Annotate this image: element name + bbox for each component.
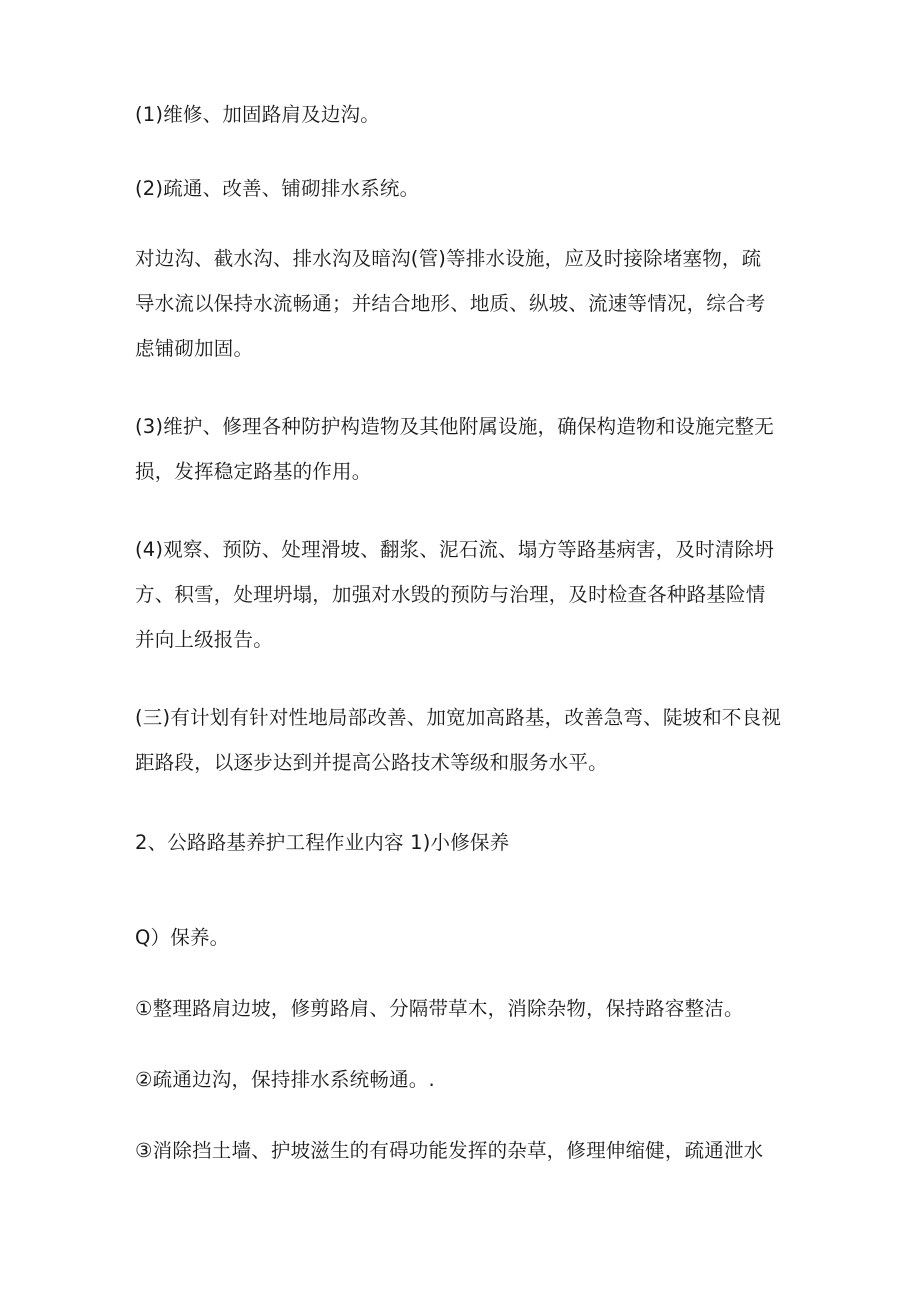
text-line: (4)观察、预防、处理滑坡、翻浆、泥石流、塌方等路基病害，及时清除坍 (135, 538, 774, 561)
paragraph-7 (135, 820, 795, 865)
text-line: (三)有计划有针对性地局部改善、加宽加高路基，改善急弯、陡坡和不良视 (135, 706, 782, 729)
paragraph-9 (135, 986, 795, 1031)
text-line: 距路段，以逐步达到并提高公路技术等级和服务水平。 (135, 751, 608, 774)
text-line: Q）保养。 (135, 926, 230, 949)
text-line: 并向上级报告。 (135, 628, 273, 651)
text-line: ②疏通边沟，保持排水系统畅通。. (135, 1068, 435, 1091)
paragraph-5 (135, 527, 795, 662)
paragraph-10 (135, 1057, 795, 1102)
paragraph-3 (135, 236, 795, 371)
paragraph-8 (135, 915, 795, 960)
text-line: 对边沟、截水沟、排水沟及暗沟(管)等排水设施，应及时接除堵塞物，疏 (135, 247, 762, 270)
text-line: ①整理路肩边坡，修剪路肩、分隔带草木，消除杂物，保持路容整洁。 (135, 997, 744, 1020)
paragraph-6 (135, 695, 795, 785)
text-line: 虑铺砌加固。 (135, 337, 254, 360)
text-line: (2)疏通、改善、铺砌排水系统。 (135, 177, 420, 200)
paragraph-11 (135, 1128, 795, 1173)
paragraph-1 (135, 92, 795, 137)
paragraph-2 (135, 166, 795, 211)
text-line: ③消除挡土墙、护坡滋生的有碍功能发挥的杂草，修理伸缩健，疏通泄水 (135, 1139, 764, 1162)
text-line: (1)维修、加固路肩及边沟。 (135, 103, 380, 126)
text-line: 方、积雪，处理坍塌，加强对水毁的预防与治理，及时检查各种路基险情 (135, 583, 766, 606)
text-line: (3)维护、修理各种防护构造物及其他附属设施，确保构造物和设施完整无 (135, 415, 774, 438)
paragraph-4 (135, 404, 795, 494)
text-line: 损，发挥稳定路基的作用。 (135, 460, 372, 483)
text-line: 2、公路路基养护工程作业内容 1)小修保养 (135, 831, 510, 854)
text-line: 导水流以保持水流畅通；并结合地形、地质、纵坡、流速等情况，综合考 (135, 292, 766, 315)
